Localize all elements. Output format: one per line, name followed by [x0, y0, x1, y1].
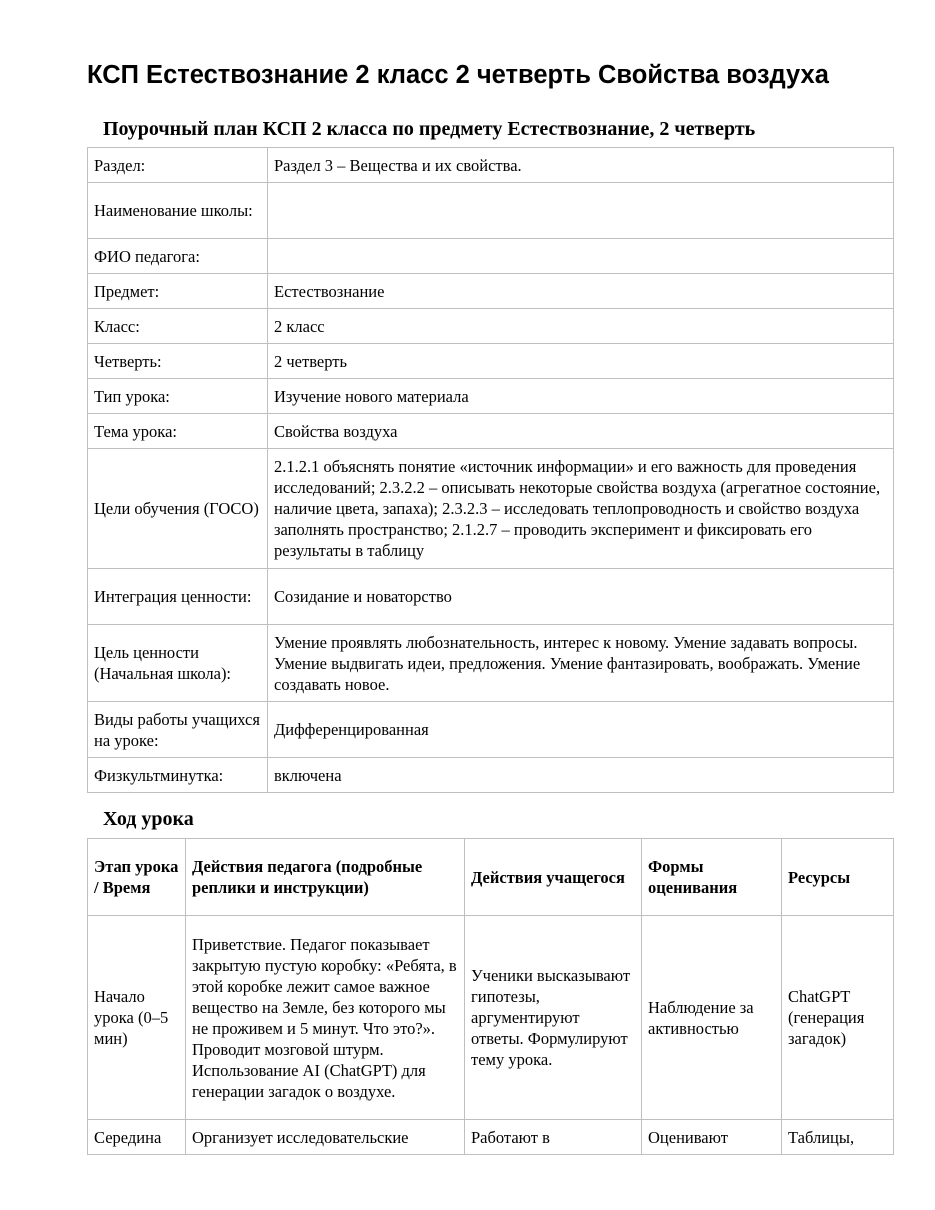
row-label: Цели обучения (ГОСО) — [88, 449, 268, 569]
table-row — [88, 916, 894, 1120]
row-value: Раздел 3 – Вещества и их свойства. — [268, 148, 894, 183]
table-row — [88, 1120, 894, 1155]
row-label: Четверть: — [88, 344, 268, 379]
stage-cell — [88, 1120, 186, 1155]
row-label: Наименование школы: — [88, 183, 268, 239]
lesson-heading: Ход урока — [103, 808, 194, 830]
stage-text: Середина — [94, 1127, 162, 1147]
column-header: Ресурсы — [782, 839, 894, 916]
info-table — [87, 147, 894, 793]
row-label: Цель ценности (Начальная школа): — [88, 625, 268, 702]
table-row — [88, 625, 894, 702]
plan-heading: Поурочный план КСП 2 класса по предмету Естествознание, 2 четверть — [103, 118, 756, 140]
lesson-table — [87, 838, 894, 1155]
row-value — [268, 239, 894, 274]
resources-cell: ChatGPT (генерация загадок) — [782, 916, 894, 1120]
table-row — [88, 449, 894, 569]
table-row — [88, 309, 894, 344]
row-label: Класс: — [88, 309, 268, 344]
row-value: Естествознание — [268, 274, 894, 309]
row-value: 2.1.2.1 объяснять понятие «источник информации» и его важность для проведения исследований; 2.3.2.2 – описывать некоторые свойства воздуха (агрегатное состояние, наличие цвета, запаха); 2.3.2.3 – исследовать теплопроводность и свойство воздуха заполнять пространство; 2.1.2.7 – проводить эксперимент и фиксировать его результаты в таблицу — [268, 449, 894, 569]
column-header: Действия учащегося — [465, 839, 642, 916]
resources-cell — [782, 1120, 894, 1155]
student-actions-cell: Ученики высказывают гипотезы, аргументируют ответы. Формулируют тему урока. — [465, 916, 642, 1120]
assessment-cell — [642, 1120, 782, 1155]
row-label: Раздел: — [88, 148, 268, 183]
row-value: Умение проявлять любознательность, интерес к новому. Умение задавать вопросы. Умение выдвигать идеи, предложения. Умение фантазировать, воображать. Умение создавать новое. — [268, 625, 894, 702]
row-label: Предмет: — [88, 274, 268, 309]
table-row — [88, 379, 894, 414]
document-title: КСП Естествознание 2 класс 2 четверть Свойства воздуха — [87, 61, 829, 89]
row-value: 2 четверть — [268, 344, 894, 379]
row-value — [268, 183, 894, 239]
table-row — [88, 274, 894, 309]
column-header: Этап урока / Время — [88, 839, 186, 916]
column-header: Действия педагога (подробные реплики и инструкции) — [186, 839, 465, 916]
stage-cell: Начало урока (0–5 мин) — [88, 916, 186, 1120]
assessment-cell: Наблюдение за активностью — [642, 916, 782, 1120]
table-row — [88, 183, 894, 239]
teacher-actions-text: Организует исследовательские — [192, 1127, 409, 1147]
row-label: Физкультминутка: — [88, 758, 268, 793]
table-row — [88, 239, 894, 274]
student-actions-text: Работают в — [471, 1127, 550, 1147]
row-label: Тема урока: — [88, 414, 268, 449]
row-value: Свойства воздуха — [268, 414, 894, 449]
row-label: Виды работы учащихся на уроке: — [88, 702, 268, 758]
column-header: Формы оценивания — [642, 839, 782, 916]
assessment-text: Оценивают — [648, 1127, 728, 1147]
row-label: Тип урока: — [88, 379, 268, 414]
row-label: ФИО педагога: — [88, 239, 268, 274]
table-row — [88, 148, 894, 183]
row-value: 2 класс — [268, 309, 894, 344]
student-actions-cell — [465, 1120, 642, 1155]
teacher-actions-cell — [186, 1120, 465, 1155]
table-row — [88, 758, 894, 793]
row-value: Изучение нового материала — [268, 379, 894, 414]
row-value: Дифференцированная — [268, 702, 894, 758]
table-row — [88, 569, 894, 625]
table-header-row — [88, 839, 894, 916]
table-row — [88, 702, 894, 758]
row-value: включена — [268, 758, 894, 793]
resources-text: Таблицы, — [788, 1127, 855, 1147]
row-label: Интеграция ценности: — [88, 569, 268, 625]
row-value: Созидание и новаторство — [268, 569, 894, 625]
table-row — [88, 414, 894, 449]
table-row — [88, 344, 894, 379]
teacher-actions-cell: Приветствие. Педагог показывает закрытую пустую коробку: «Ребята, в этой коробке лежит самое важное вещество на Земле, без которого мы не проживем и 5 минут. Что это?». Проводит мозговой штурм. Использование AI (ChatGPT) для генерации загадок о воздухе. — [186, 916, 465, 1120]
